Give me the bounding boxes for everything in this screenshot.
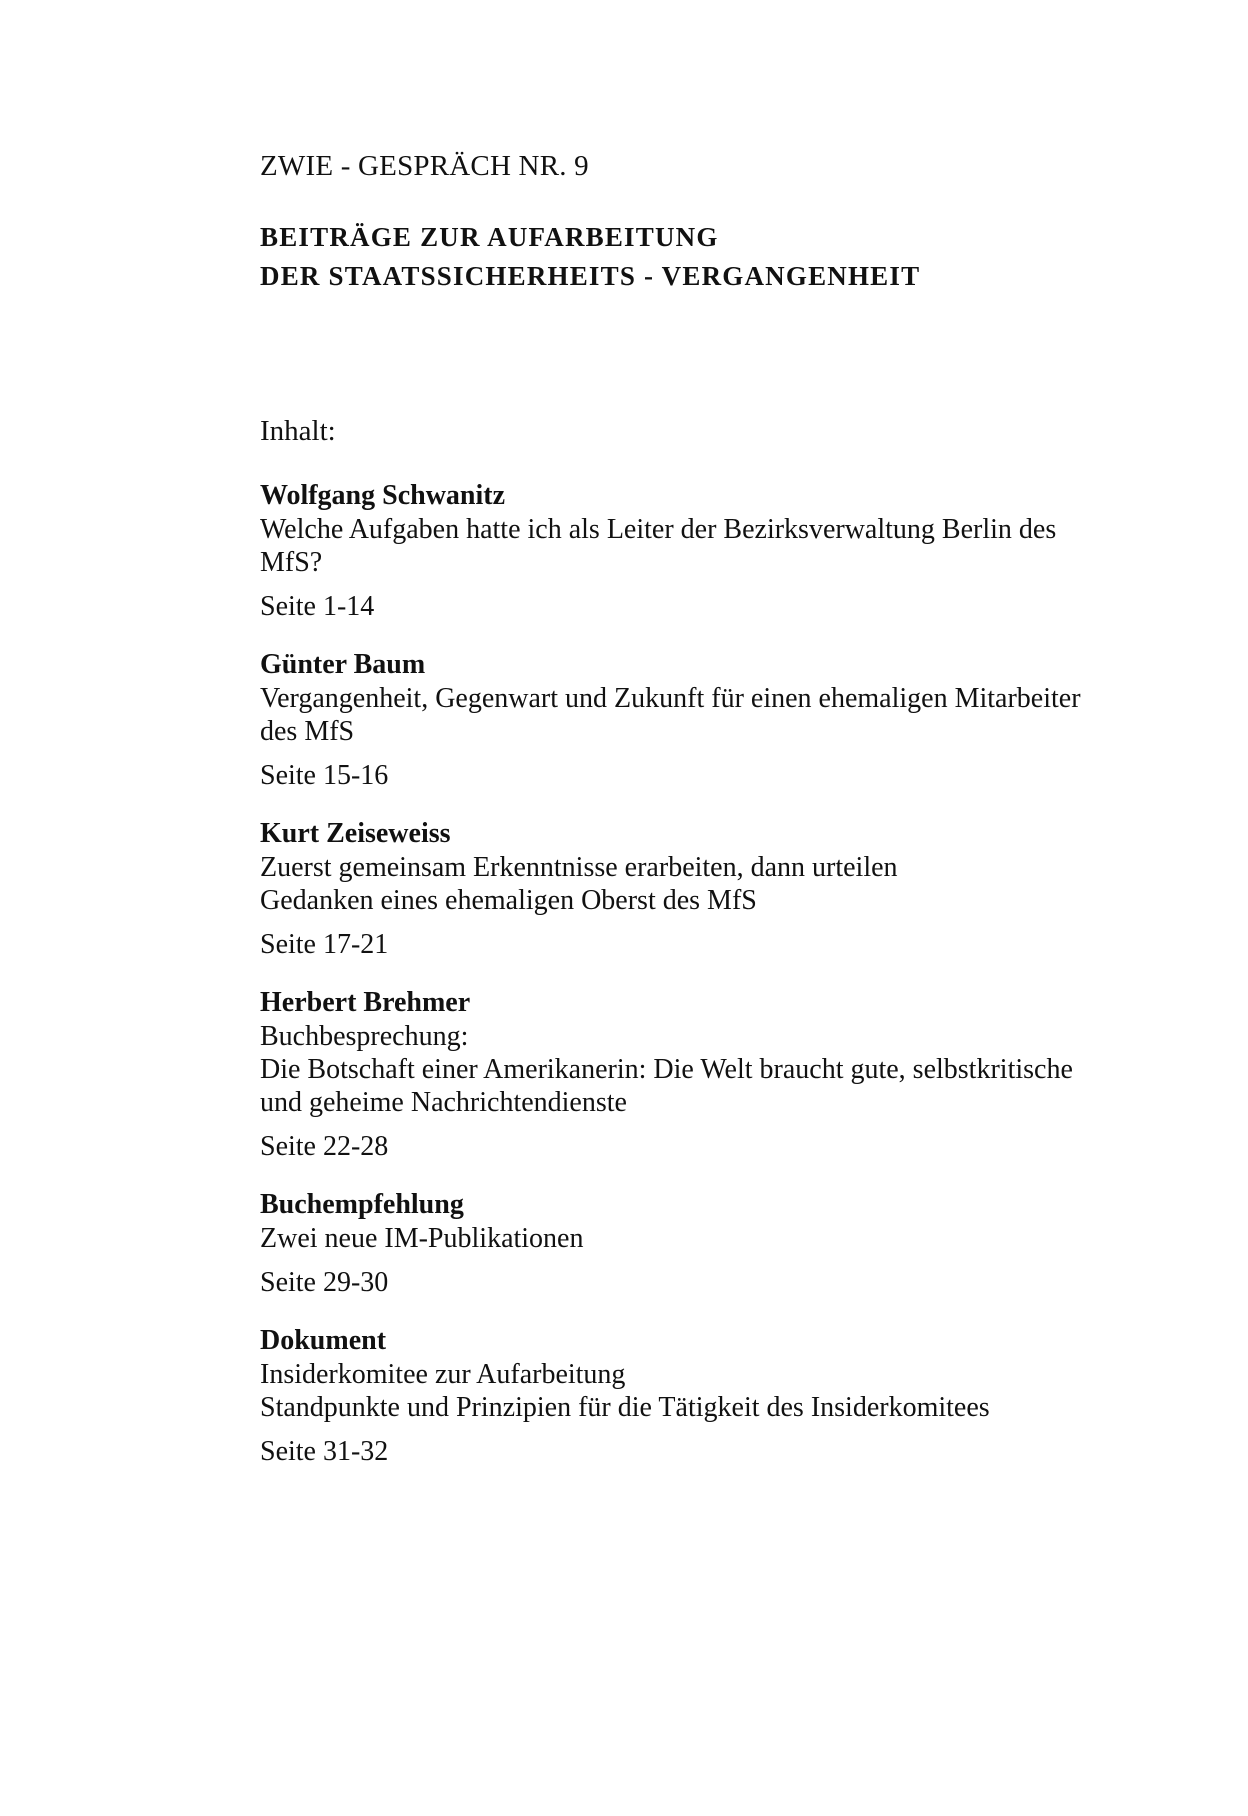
entry-author: Günter Baum bbox=[260, 649, 426, 680]
entry-pages: Seite 29-30 bbox=[260, 1267, 389, 1298]
entry-pages: Seite 1-14 bbox=[260, 591, 375, 622]
contents-entry bbox=[260, 648, 1180, 793]
entry-title-line: Zwei neue IM-Publikationen bbox=[260, 1223, 584, 1254]
entry-author: Wolfgang Schwanitz bbox=[260, 480, 506, 511]
entry-title-line: Vergangenheit, Gegenwart und Zukunft für einen ehemaligen Mitarbeiter bbox=[260, 683, 1081, 714]
entry-pages: Seite 22-28 bbox=[260, 1131, 389, 1162]
entry-author: Dokument bbox=[260, 1325, 387, 1356]
entry-title-line: Standpunkte und Prinzipien für die Tätigkeit des Insiderkomitees bbox=[260, 1392, 990, 1423]
entry-author: Herbert Brehmer bbox=[260, 987, 471, 1018]
contents-entry bbox=[260, 1324, 1180, 1469]
headline-line-2: DER STAATSSICHERHEITS - VERGANGENHEIT bbox=[260, 261, 921, 291]
headline bbox=[260, 218, 1180, 296]
entry-pages: Seite 17-21 bbox=[260, 929, 389, 960]
entry-title-line: Zuerst gemeinsam Erkenntnisse erarbeiten, dann urteilen bbox=[260, 852, 898, 883]
contents-entry bbox=[260, 817, 1180, 962]
entry-title-line: Insiderkomitee zur Aufarbeitung bbox=[260, 1359, 626, 1390]
contents-entry bbox=[260, 986, 1180, 1164]
entry-author: Kurt Zeiseweiss bbox=[260, 818, 451, 849]
entry-title-line: des MfS bbox=[260, 716, 355, 747]
contents-label: Inhalt: bbox=[260, 415, 336, 447]
entry-title-line: Gedanken eines ehemaligen Oberst des MfS bbox=[260, 885, 757, 916]
entry-title-line: und geheime Nachrichtendienste bbox=[260, 1087, 627, 1118]
contents-list bbox=[260, 479, 1180, 1469]
entry-author: Buchempfehlung bbox=[260, 1189, 464, 1220]
issue-line: ZWIE - GESPRÄCH NR. 9 bbox=[260, 150, 589, 182]
contents-entry bbox=[260, 1188, 1180, 1300]
contents-entry bbox=[260, 479, 1180, 624]
entry-title-line: Welche Aufgaben hatte ich als Leiter der Bezirksverwaltung Berlin des bbox=[260, 514, 1057, 545]
entry-title-line: Die Botschaft einer Amerikanerin: Die Welt braucht gute, selbstkritische bbox=[260, 1054, 1073, 1085]
document-content bbox=[260, 148, 1180, 1493]
entry-title-line: Buchbesprechung: bbox=[260, 1021, 469, 1052]
entry-pages: Seite 15-16 bbox=[260, 760, 389, 791]
headline-line-1: BEITRÄGE ZUR AUFARBEITUNG bbox=[260, 222, 719, 252]
entry-title-line: MfS? bbox=[260, 547, 323, 578]
entry-pages: Seite 31-32 bbox=[260, 1436, 389, 1467]
